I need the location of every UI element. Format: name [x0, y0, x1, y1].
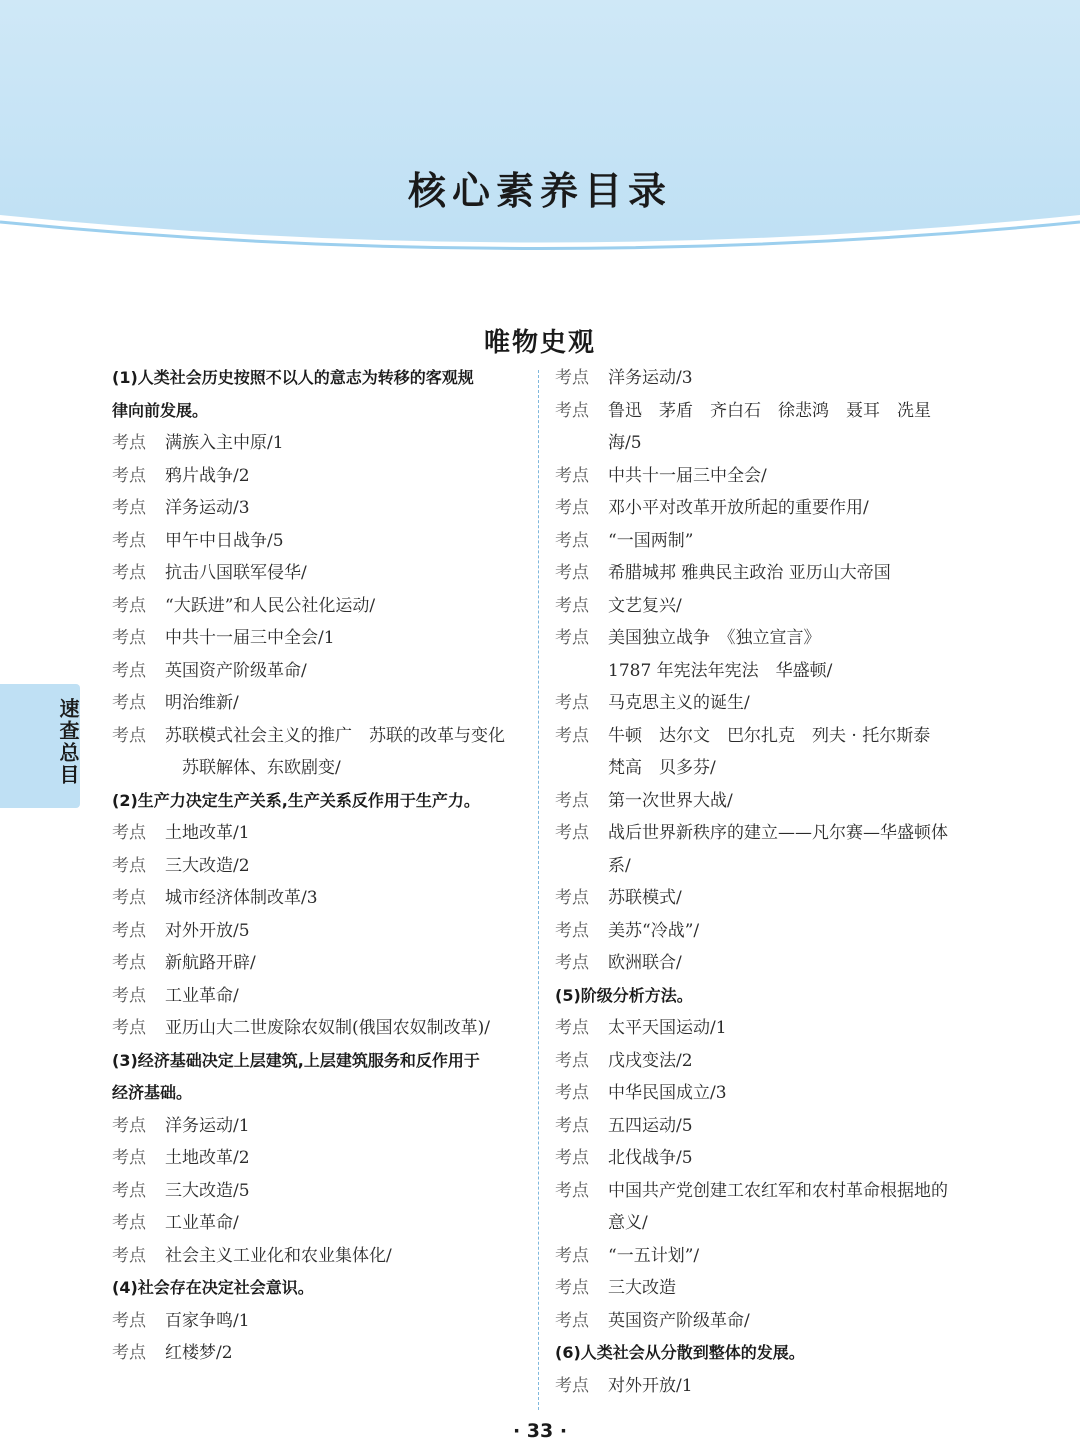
topic-item: 考点 英国资产阶级革命/ — [555, 1310, 750, 1331]
topic-item-cont: 1787 年宪法年宪法 华盛顿/ — [608, 660, 833, 681]
topic-item: 考点 城市经济体制改革/3 — [112, 888, 318, 908]
topic-item: 考点 三大改造/2 — [112, 855, 250, 876]
topic-item: 考点 工业革命/ — [112, 1213, 239, 1233]
topic-item: 考点 邓小平对改革开放所起的重要作用/ — [555, 498, 869, 518]
topic-item: 考点 北伐战争/5 — [555, 1148, 693, 1168]
right-column — [555, 362, 975, 1402]
topic-item: 考点 对外开放/5 — [112, 920, 250, 941]
topic-item: 考点 洋务运动/3 — [555, 368, 693, 388]
topic-item: 考点 鸦片战争/2 — [112, 465, 250, 486]
topic-item: 考点 苏联模式社会主义的推广 苏联的改革与变化 — [112, 725, 505, 746]
topic-item: 考点 亚历山大二世废除农奴制(俄国农奴制改革)/ — [112, 1018, 490, 1038]
category-heading: (6)人类社会从分散到整体的发展。 — [555, 1343, 805, 1362]
topic-item: 考点 太平天国运动/1 — [555, 1018, 727, 1038]
topic-item: 考点 战后世界新秩序的建立——凡尔赛—华盛顿体 — [555, 823, 948, 843]
category-heading: (5)阶级分析方法。 — [555, 985, 693, 1005]
topic-item: 考点 土地改革/2 — [112, 1148, 250, 1168]
topic-item: 考点 三大改造 — [555, 1278, 676, 1298]
column-divider — [538, 370, 539, 1410]
topic-item: 考点 希腊城邦 雅典民主政治 亚历山大帝国 — [555, 563, 891, 583]
page-number: · 33 · — [512, 1420, 568, 1442]
topic-item: 考点 对外开放/1 — [555, 1375, 693, 1396]
topic-item: 考点 中共十一届三中全会/ — [555, 465, 767, 486]
topic-item: 考点 甲午中日战争/5 — [112, 530, 284, 551]
topic-item: 考点 抗击八国联军侵华/ — [112, 563, 307, 583]
topic-item: 考点 文艺复兴/ — [555, 595, 682, 616]
topic-item: 考点 洋务运动/1 — [112, 1115, 250, 1136]
topic-item: 考点 中国共产党创建工农红军和农村革命根据地的 — [555, 1180, 948, 1201]
side-tab-label: 速查总目 — [56, 698, 80, 786]
topic-item: 考点 明治维新/ — [112, 693, 239, 713]
topic-item: 考点 百家争鸣/1 — [112, 1310, 250, 1331]
topic-item: 考点 第一次世界大战/ — [555, 790, 733, 811]
topic-item: 考点 美苏“冷战”/ — [555, 920, 700, 941]
topic-item-cont: 海/5 — [608, 433, 642, 453]
topic-item: 考点 英国资产阶级革命/ — [112, 660, 307, 681]
topic-item-cont: 系/ — [608, 855, 631, 876]
topic-item: 考点 “大跃进”和人民公社化运动/ — [112, 595, 376, 616]
topic-item: 考点 五四运动/5 — [555, 1115, 693, 1136]
topic-item: 考点 美国独立战争 《独立宣言》 — [555, 628, 821, 648]
topic-item: 考点 马克思主义的诞生/ — [555, 693, 750, 713]
topic-item: 考点 中华民国成立/3 — [555, 1083, 727, 1103]
category-heading: (4)社会存在决定社会意识。 — [112, 1278, 314, 1297]
topic-item: 考点 欧洲联合/ — [555, 953, 682, 973]
side-tab[interactable] — [0, 684, 80, 808]
topic-item-cont: 意义/ — [608, 1213, 648, 1233]
topic-item: 考点 社会主义工业化和农业集体化/ — [112, 1245, 392, 1266]
category-heading: (3)经济基础决定上层建筑,上层建筑服务和反作用于 — [112, 1050, 480, 1070]
topic-item: 考点 中共十一届三中全会/1 — [112, 628, 335, 648]
topic-item: 考点 工业革命/ — [112, 985, 239, 1006]
category-heading-cont: 经济基础。 — [112, 1083, 193, 1102]
category-heading-cont: 律向前发展。 — [112, 400, 209, 420]
topic-item: 考点 鲁迅 茅盾 齐白石 徐悲鸿 聂耳 冼星 — [555, 400, 931, 421]
topic-item: 考点 土地改革/1 — [112, 823, 250, 843]
topic-item: 考点 三大改造/5 — [112, 1180, 250, 1201]
topic-item: 考点 苏联模式/ — [555, 888, 682, 908]
topic-item: 考点 “一五计划”/ — [555, 1245, 700, 1266]
topic-item-cont: 苏联解体、东欧剧变/ — [182, 758, 341, 778]
topic-item-cont: 梵高 贝多芬/ — [608, 758, 716, 778]
category-heading: (1)人类社会历史按照不以人的意志为转移的客观规 — [112, 368, 474, 387]
header-banner — [0, 0, 1080, 270]
topic-item: 考点 红楼梦/2 — [112, 1343, 233, 1363]
topic-item: 考点 新航路开辟/ — [112, 953, 256, 973]
left-column — [112, 362, 532, 1370]
category-heading: (2)生产力决定生产关系,生产关系反作用于生产力。 — [112, 790, 480, 810]
section-title: 唯物史观 — [483, 328, 596, 358]
topic-item: 考点 戊戌变法/2 — [555, 1050, 693, 1071]
topic-item: 考点 满族入主中原/1 — [112, 433, 284, 453]
topic-item: 考点 “一国两制” — [555, 530, 694, 551]
page-title: 核心素养目录 — [407, 169, 672, 213]
topic-item: 考点 牛顿 达尔文 巴尔扎克 列夫 · 托尔斯泰 — [555, 725, 931, 746]
topic-item: 考点 洋务运动/3 — [112, 498, 250, 518]
